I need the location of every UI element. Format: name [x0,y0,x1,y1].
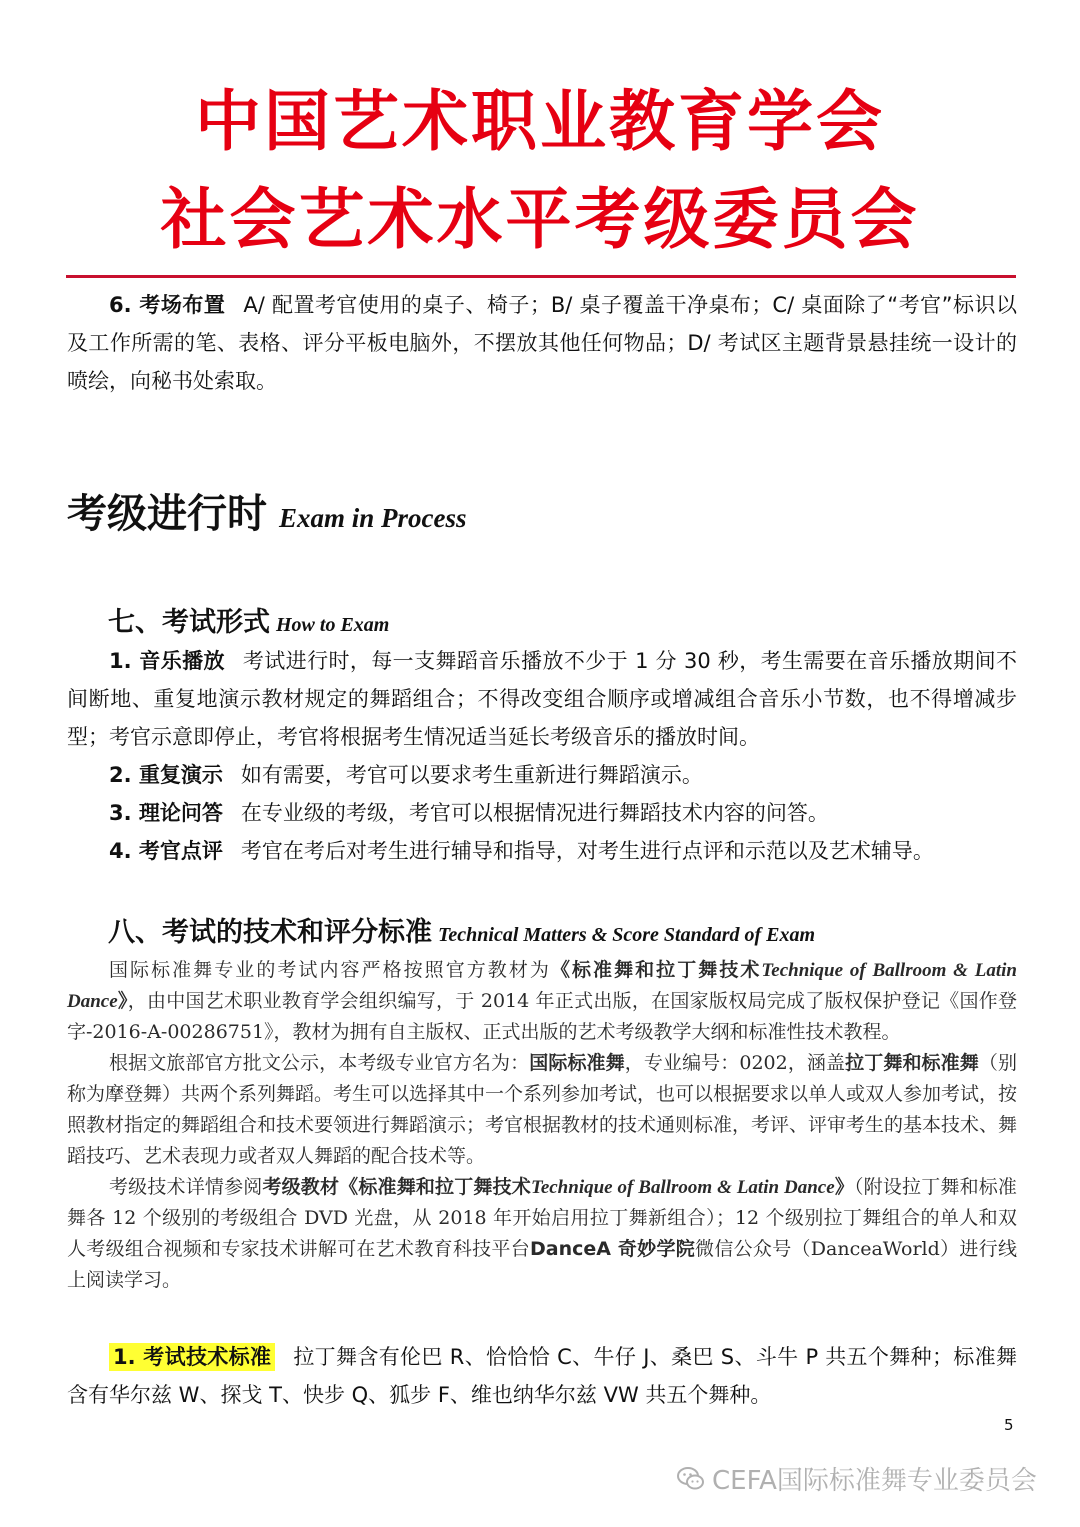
p3-text-a: 考级技术详情参阅 [109,1176,263,1198]
item-label: 1. 音乐播放 [109,649,225,673]
textbook-paragraph [67,955,1017,1048]
exam-form-title-cn: 七、考试形式 [108,607,270,638]
highlighted-label: 1. 考试技术标准 [109,1343,275,1371]
section-heading [67,482,467,539]
item-label: 2. 重复演示 [109,763,223,787]
item-label: 4. 考官点评 [109,839,223,863]
p1-book-title-cn: 《标准舞和拉丁舞技术 [550,959,762,981]
technical-standard [67,1338,1017,1414]
header-title-line2: 社会艺术水平考级委员会 [160,181,920,258]
p3-book-label: 考级教材 [262,1176,340,1198]
watermark-text: CEFA国际标准舞专业委员会 [712,1466,1037,1496]
venue-paragraph [67,286,1017,400]
p3-book-title-cn: 《标准舞和拉丁舞技术 [339,1176,531,1198]
reference-paragraph [67,1172,1017,1296]
p1-book-title-en: Technique of Ballroom & Latin Dance [67,960,1017,1012]
standards-title-cn: 八、考试的技术和评分标准 [108,917,432,948]
p3-text-b: （附设拉丁舞和标准舞各 12 个级别的考级组合 DVD 光盘，从 2018 年开始启用拉丁舞新组合）；12 个级别拉丁舞组合的单人和双人考级组合视频和专家技术讲解可在艺术教育科技平台 [67,1176,1017,1260]
major-paragraph [67,1048,1017,1172]
header-title-line1: 中国艺术职业教育学会 [195,83,885,160]
item-text: 考官在考后对考生进行辅导和指导，对考生进行点评和示范以及艺术辅导。 [240,839,934,863]
list-item [67,794,1017,832]
p3-text-d: 进行线上阅读学习。 [67,1238,1017,1291]
venue-text: A/ 配置考官使用的桌子、椅子；B/ 桌子覆盖干净桌布；C/ 桌面除了“考官”标识以及工作所需的笔、表格、评分平板电脑外，不摆放其他任何物品；D/ 考试区主题背景悬挂统一设计的喷绘，向秘书处索取。 [67,293,1017,393]
exam-form-title-en: How to Exam [276,614,390,636]
p1-text-b: ，由中国艺术职业教育学会组织编写，于 2014 年正式出版，在国家版权局完成了版权保护登记《国作登字-2016-A-00286751》，教材为拥有自主版权、正式出版的艺术考级教学大纲和标准性技术教程。 [67,990,1017,1043]
venue-label: 6. 考场布置 [109,293,226,317]
section-title-en: Exam in Process [279,503,467,533]
p2-text-b: ，专业编号：0202，涵盖 [624,1052,846,1074]
standards-title-en: Technical Matters & Score Standard of Exam [438,924,816,946]
p2-text-a: 根据文旅部官方批文公示，本考级专业官方名为： [109,1052,530,1074]
standards-heading [108,910,815,949]
p1-text-a: 国际标准舞专业的考试内容严格按照官方教材为 [109,959,551,981]
list-item [67,832,1017,870]
list-item [67,1338,1017,1414]
exam-form-heading [108,600,389,639]
section-title-cn: 考级进行时 [67,491,267,537]
watermark [676,1460,1037,1497]
p3-platform: DanceA 奇妙学院 [529,1238,696,1260]
p2-coverage: 拉丁舞和标准舞 [845,1052,979,1074]
header-divider [66,275,1016,278]
p3-account: （DanceaWorld） [791,1238,960,1260]
p2-major-name: 国际标准舞 [529,1052,625,1074]
wechat-icon [676,1464,706,1494]
item-text: 拉丁舞含有伦巴 R、恰恰恰 C、牛仔 J、桑巴 S、斗牛 P 共五个舞种；标准舞含有华尔兹 W、探戈 T、快步 Q、狐步 F、维也纳华尔兹 VW 共五个舞种。 [67,1345,1017,1407]
p3-book-title-en: Technique of Ballroom & Latin Dance [530,1177,835,1198]
p2-text-c: （别称为摩登舞）共两个系列舞蹈。考生可以选择其中一个系列参加考试，也可以根据要求以单人或双人参加考试，按照教材指定的舞蹈组合和技术要领进行舞蹈演示；考官根据教材的技术通则标准，考评、评审考生的基本技术、舞蹈技巧、艺术表现力或者双人舞蹈的配合技术等。 [67,1052,1018,1167]
page-number: 5 [1004,1416,1014,1434]
standards-body [67,955,1017,1296]
p3-text-c: 微信公众号 [695,1238,792,1260]
item-text: 如有需要，考官可以要求考生重新进行舞蹈演示。 [240,763,703,787]
p3-book-close: 》 [834,1176,854,1198]
item-text: 在专业级的考级，考官可以根据情况进行舞蹈技术内容的问答。 [240,801,829,825]
list-item [67,642,1017,756]
item-label: 3. 理论问答 [109,801,223,825]
exam-form-list [67,642,1017,870]
p1-book-close: 》 [117,990,128,1012]
list-item [67,756,1017,794]
item-text: 考试进行时，每一支舞蹈音乐播放不少于 1 分 30 秒，考生需要在音乐播放期间不间断地、重复地演示教材规定的舞蹈组合；不得改变组合顺序或增减组合音乐小节数，也不得增减步型；考官示意即停止，考官将根据考生情况适当延长考级音乐的播放时间。 [67,649,1017,749]
